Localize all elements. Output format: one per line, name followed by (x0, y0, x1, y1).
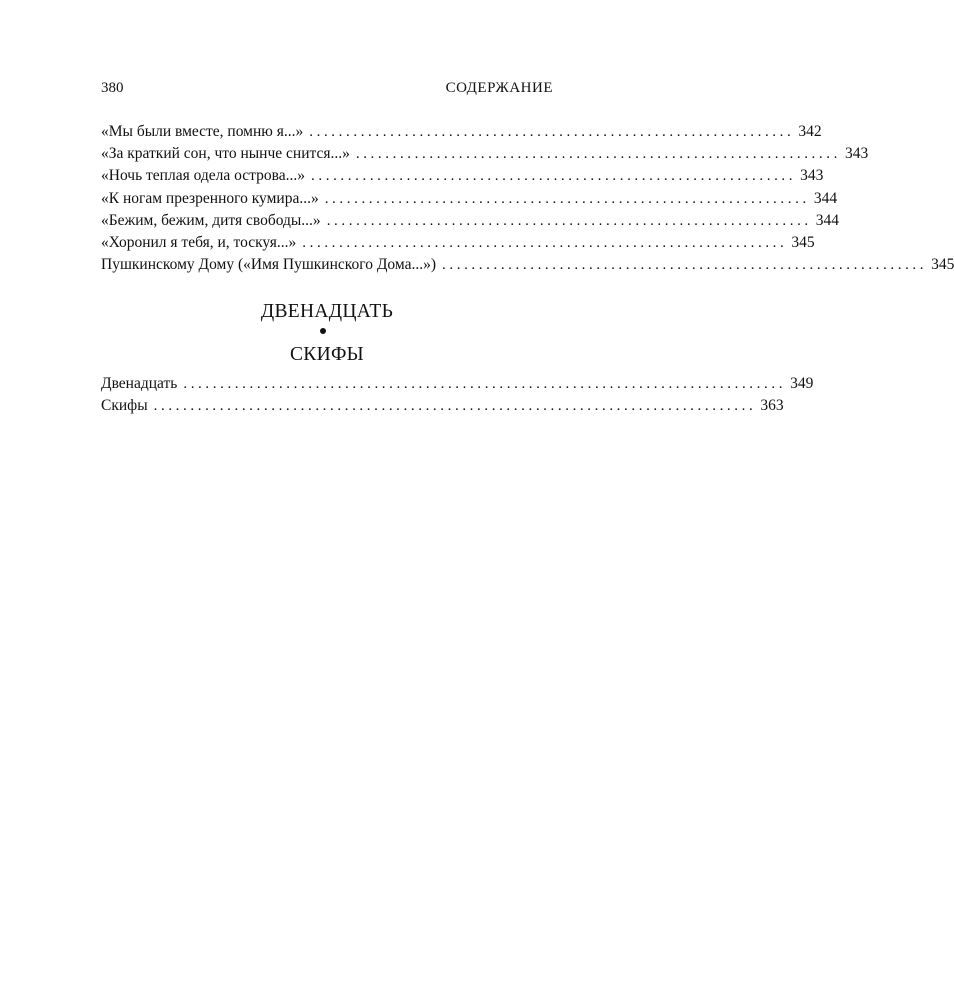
dot-leader: .................................................................................. (183, 376, 787, 392)
toc-entry-title: «Хоронил я тебя, и, тоскуя...» (101, 233, 297, 251)
dot-leader: .................................................................................. (153, 398, 757, 415)
toc-entry-page: 363 (760, 397, 784, 415)
dot-leader: .................................................................. (311, 168, 797, 185)
toc-entry-title: «К ногам презренного кумира...» (101, 189, 319, 207)
toc-entry-page: 349 (790, 375, 814, 392)
toc-entry (101, 254, 954, 276)
dot-leader: .................................................................. (324, 190, 810, 207)
toc-entry (101, 188, 838, 210)
toc-entry-page: 344 (813, 189, 838, 207)
page-number: 380 (101, 80, 124, 96)
toc-entry-page: 344 (815, 211, 840, 229)
heading-separator-dot (320, 328, 326, 334)
toc-entry-title: Двенадцать (101, 375, 178, 392)
toc-entry-title: Пушкинскому Дому («Имя Пушкинского Дома...») (101, 256, 437, 274)
section-heading-twelve: ДВЕНАДЦАТЬ (260, 301, 394, 322)
dot-leader: .................................................................. (326, 212, 812, 229)
dot-leader: .................................................................. (355, 146, 841, 163)
toc-entry-title: «Мы были вместе, помню я...» (101, 123, 304, 140)
toc-entry-page: 345 (931, 256, 954, 274)
toc-entry-title: «За краткий сон, что нынче снится...» (101, 145, 350, 163)
toc-entry (101, 121, 822, 143)
running-title: СОДЕРЖАНИЕ (445, 80, 553, 96)
dot-leader: .................................................................. (442, 257, 928, 274)
toc-entry-page: 342 (798, 123, 822, 140)
toc-entry (101, 210, 840, 232)
toc-entry-page: 343 (800, 167, 824, 185)
toc-entry (101, 395, 784, 417)
dot-leader: .................................................................. (309, 124, 795, 140)
toc-list-poems (101, 121, 954, 276)
toc-entry-title: «Бежим, бежим, дитя свободы...» (101, 211, 321, 229)
toc-entry-title: Скифы (101, 397, 148, 415)
toc-entry (101, 143, 869, 165)
toc-list-long-poems (101, 373, 814, 417)
running-head (101, 78, 553, 98)
dot-leader: .................................................................. (302, 234, 788, 251)
toc-entry (101, 373, 814, 395)
section-heading-scythians: СКИФЫ (289, 344, 364, 365)
toc-entry (101, 165, 824, 187)
toc-entry-page: 343 (844, 145, 869, 163)
toc-entry-title: «Ночь теплая одела острова...» (101, 167, 306, 185)
toc-entry (101, 232, 815, 254)
toc-entry-page: 345 (791, 233, 815, 251)
